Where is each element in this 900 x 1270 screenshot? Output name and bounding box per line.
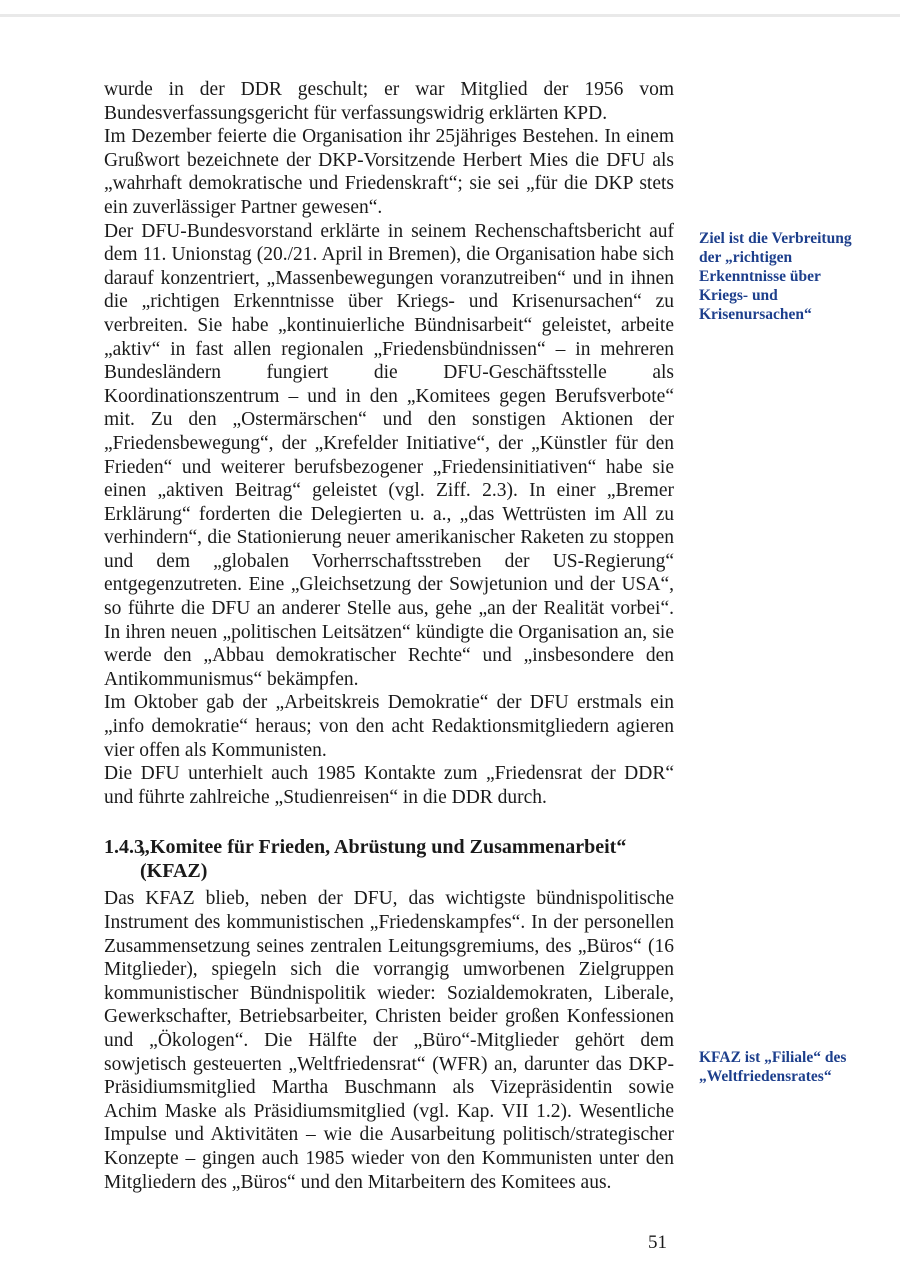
paragraph: Die DFU unterhielt auch 1985 Kontakte zum „Friedensrat der DDR“ und führte zahlreiche „Studienreisen“ in die DDR durch. xyxy=(104,763,674,808)
main-text-column xyxy=(104,78,674,1194)
paragraph: Im Oktober gab der „Arbeitskreis Demokratie“ der DFU erstmals ein „info demokratie“ heraus; von den acht Redaktionsmitgliedern agieren vier offen als Kommunisten. xyxy=(104,692,674,761)
section-title: „Komitee für Frieden, Abrüstung und Zusammenarbeit“ xyxy=(140,836,627,859)
section-number: 1.4.3 xyxy=(104,836,144,859)
margin-note-kfaz-filiale: KFAZ ist „Filiale“ des „Weltfriedensrates“ xyxy=(699,1049,847,1085)
paragraph: Im Dezember feierte die Organisation ihr 25jähriges Bestehen. In einem Grußwort bezeichnete der DKP-Vorsitzende Herbert Mies die DFU als „wahrhaft demokratische und Friedenskraft“; sie sei „für die DKP stets ein zuverlässiger Partner gewesen“. xyxy=(104,126,674,218)
section-subtitle: (KFAZ) xyxy=(140,860,208,883)
page-number: 51 xyxy=(648,1232,667,1253)
paragraph: Der DFU-Bundesvorstand erklärte in seinem Rechenschaftsbericht auf dem 11. Unionstag (20./21. April in Bremen), die Organisation habe sich darauf konzentriert, „Massenbewegungen voranzutreiben“ und in ihnen die „richtigen Erkenntnisse über Kriegs- und Krisenursachen“ zu verbreiten. Sie habe „kontinuierliche Bündnisarbeit“ geleistet, arbeite „aktiv“ in fast allen regionalen „Friedensbündnissen“ – in mehreren Bundesländern fungiert die DFU-Geschäftsstelle als Koordinationszentrum – und in den „Komitees gegen Berufsverbote“ mit. Zu den „Ostermärschen“ und den sonstigen Aktionen der „Friedensbewegung“, der „Krefelder Initiative“, der „Künstler für den Frieden“ und weiterer berufsbezogener „Friedensinitiativen“ habe sie einen „aktiven Beitrag“ geleistet (vgl. Ziff. 2.3). In einer „Bremer Erklärung“ forderten die Delegierten u. a., „das Wettrüsten im All zu verhindern“, die Stationierung neuer amerikanischer Raketen zu stoppen und dem „globalen Vorherrschaftsstreben der US-Regierung“ entgegenzutreten. Eine „Gleichsetzung der Sowjetunion und der USA“, so führte die DFU an anderer Stelle aus, gehe „an der Realität vorbei“. In ihren neuen „politischen Leitsätzen“ kündigte die Organisation an, sie werde den „Abbau demokratischer Rechte“ und „insbesondere den Antikommunismus“ bekämpfen. xyxy=(104,220,674,690)
top-edge-rule xyxy=(0,14,900,17)
margin-note-verbreitung: Ziel ist die Verbreitung der „richtigen Erkenntnisse über Kriegs- und Krisenursachen“ xyxy=(699,230,852,323)
paragraph: wurde in der DDR geschult; er war Mitglied der 1956 vom Bundesverfassungsgericht für verfassungswidrig erklärten KPD. xyxy=(104,79,674,124)
section-heading xyxy=(104,835,674,883)
section-body: Das KFAZ blieb, neben der DFU, das wichtigste bündnispolitische Instrument des kommunistischen „Friedenskampfes“. In der personellen Zusammensetzung seines zentralen Leitungsgremiums, des „Büros“ (16 Mitglieder), spiegeln sich die vorrangig umworbenen Zielgruppen kommunistischer Bündnispolitik wieder: Sozialdemokraten, Liberale, Gewerkschafter, Betriebsarbeiter, Christen beider großen Konfessionen und „Ökologen“. Die Hälfte der „Büro“-Mitglieder gehört dem sowjetisch gesteuerten „Weltfriedensrat“ (WFR) an, darunter das DKP-Präsidiumsmitglied Martha Buschmann als Vizepräsidentin sowie Achim Maske als Präsidiumsmitglied (vgl. Kap. VII 1.2). Wesentliche Impulse und Aktivitäten – wie die Ausarbeitung politisch/strategischer Konzepte – gingen auch 1985 wieder von den Kommunisten unter den Mitgliedern des „Büros“ und den Mitarbeitern des Komitees aus. xyxy=(104,888,674,1193)
